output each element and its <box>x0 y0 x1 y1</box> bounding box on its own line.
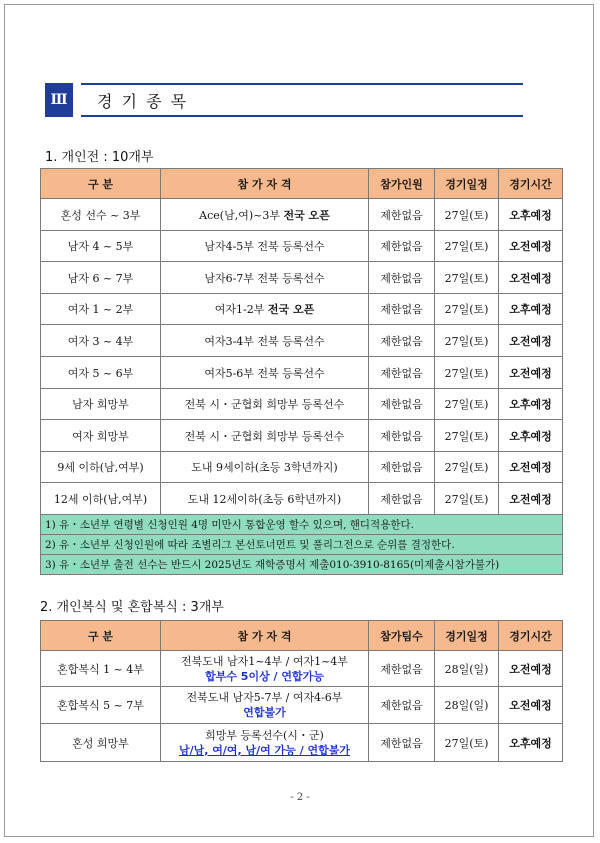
table-row <box>41 325 563 357</box>
division-cell: 여자 1 ~ 2부 <box>41 294 161 325</box>
header-cell: 경기일정 <box>435 621 499 651</box>
note-row <box>41 535 563 555</box>
table-row <box>41 199 563 231</box>
date-cell: 27일(토) <box>435 199 499 231</box>
eligibility-cell: 도내 12세이하(초등 6학년까지) <box>161 483 369 515</box>
date-cell: 27일(토) <box>435 262 499 294</box>
time-cell: 오전예정 <box>499 325 563 357</box>
entrants-cell: 제한없음 <box>369 483 435 515</box>
divider <box>81 115 523 117</box>
date-cell: 27일(토) <box>435 357 499 389</box>
eligibility-cell: 남자6-7부 전북 등록선수 <box>161 262 369 294</box>
mixed-heading: 2. 개인복식 및 혼합복식 : 3개부 <box>40 600 224 615</box>
date-cell: 27일(토) <box>435 452 499 483</box>
note-text: 3) 유・소년부 출전 선수는 반드시 2025년도 재학증명서 제출010-3910-8165(미제출시참가불가) <box>41 555 563 575</box>
entrants-cell: 제한없음 <box>369 262 435 294</box>
division-cell: 남자 희망부 <box>41 389 161 420</box>
eligibility-cell: 전북 시・군협회 희망부 등록선수 <box>161 420 369 452</box>
time-cell: 오전예정 <box>499 452 563 483</box>
date-cell: 27일(토) <box>435 325 499 357</box>
time-cell: 오후예정 <box>499 724 563 762</box>
time-cell: 오전예정 <box>499 687 563 724</box>
eligibility-cell: 전북도내 남자5-7부 / 여자4-6부 연합불가 <box>161 687 369 724</box>
division-cell: 여자 희망부 <box>41 420 161 452</box>
header-cell: 구 분 <box>41 621 161 651</box>
note-text: 1) 유・소년부 연령별 신청인원 4명 미만시 통합운영 할수 있으며, 핸디적용한다. <box>41 515 563 535</box>
table-row <box>41 483 563 515</box>
table-row <box>41 651 563 687</box>
eligibility-cell: 여자3-4부 전북 등록선수 <box>161 325 369 357</box>
division-cell: 남자 4 ~ 5부 <box>41 231 161 262</box>
date-cell: 27일(토) <box>435 420 499 452</box>
time-cell: 오전예정 <box>499 483 563 515</box>
table-row <box>41 294 563 325</box>
table-row <box>41 724 563 762</box>
table-header-row <box>41 169 563 199</box>
table-row <box>41 452 563 483</box>
division-cell: 남자 6 ~ 7부 <box>41 262 161 294</box>
time-cell: 오전예정 <box>499 651 563 687</box>
header-cell: 참 가 자 격 <box>161 621 369 651</box>
header-cell: 구 분 <box>41 169 161 199</box>
date-cell: 27일(토) <box>435 294 499 325</box>
table-row <box>41 231 563 262</box>
mixed-table <box>40 620 563 762</box>
entrants-cell: 제한없음 <box>369 687 435 724</box>
division-cell: 혼합복식 1 ~ 4부 <box>41 651 161 687</box>
section-title: 경 기 종 목 <box>97 92 189 111</box>
division-cell: 12세 이하(남,여부) <box>41 483 161 515</box>
time-cell: 오후예정 <box>499 199 563 231</box>
individual-heading: 1. 개인전 : 10개부 <box>45 150 154 165</box>
time-cell: 오전예정 <box>499 231 563 262</box>
division-cell: 9세 이하(남,여부) <box>41 452 161 483</box>
individual-table <box>40 168 563 575</box>
date-cell: 27일(토) <box>435 483 499 515</box>
entrants-cell: 제한없음 <box>369 651 435 687</box>
table-row <box>41 389 563 420</box>
entrants-cell: 제한없음 <box>369 294 435 325</box>
division-cell: 혼성 희망부 <box>41 724 161 762</box>
eligibility-cell: 여자5-6부 전북 등록선수 <box>161 357 369 389</box>
table-row <box>41 357 563 389</box>
division-cell: 여자 3 ~ 4부 <box>41 325 161 357</box>
time-cell: 오전예정 <box>499 357 563 389</box>
header-cell: 참가인원 <box>369 169 435 199</box>
time-cell: 오후예정 <box>499 294 563 325</box>
note-row <box>41 555 563 575</box>
division-cell: 여자 5 ~ 6부 <box>41 357 161 389</box>
table-row <box>41 687 563 724</box>
eligibility-cell: 남자4-5부 전북 등록선수 <box>161 231 369 262</box>
note-row <box>41 515 563 535</box>
table-header-row <box>41 621 563 651</box>
header-cell: 참 가 자 격 <box>161 169 369 199</box>
section-number: Ⅲ <box>45 83 73 117</box>
entrants-cell: 제한없음 <box>369 325 435 357</box>
division-cell: 혼성 선수 ~ 3부 <box>41 199 161 231</box>
time-cell: 오후예정 <box>499 389 563 420</box>
eligibility-cell: 여자1-2부 전국 오픈 <box>161 294 369 325</box>
time-cell: 오후예정 <box>499 420 563 452</box>
entrants-cell: 제한없음 <box>369 724 435 762</box>
eligibility-cell: Ace(남,여)~3부 전국 오픈 <box>161 199 369 231</box>
date-cell: 27일(토) <box>435 231 499 262</box>
header-cell: 경기시간 <box>499 169 563 199</box>
page-number: - 2 - <box>290 792 310 803</box>
entrants-cell: 제한없음 <box>369 389 435 420</box>
time-cell: 오전예정 <box>499 262 563 294</box>
table-row <box>41 262 563 294</box>
header-cell: 경기시간 <box>499 621 563 651</box>
eligibility-cell: 전북도내 남자1~4부 / 여자1~4부 합부수 5이상 / 연합가능 <box>161 651 369 687</box>
eligibility-cell: 도내 9세이하(초등 3학년까지) <box>161 452 369 483</box>
date-cell: 27일(토) <box>435 389 499 420</box>
header-cell: 경기일정 <box>435 169 499 199</box>
section-header <box>45 83 523 117</box>
date-cell: 28일(일) <box>435 687 499 724</box>
eligibility-cell: 전북 시・군협회 희망부 등록선수 <box>161 389 369 420</box>
divider <box>81 83 523 85</box>
entrants-cell: 제한없음 <box>369 357 435 389</box>
entrants-cell: 제한없음 <box>369 452 435 483</box>
date-cell: 28일(일) <box>435 651 499 687</box>
header-cell: 참가팀수 <box>369 621 435 651</box>
date-cell: 27일(토) <box>435 724 499 762</box>
table-row <box>41 420 563 452</box>
entrants-cell: 제한없음 <box>369 420 435 452</box>
eligibility-cell: 희망부 등록선수(시・군) 남/남, 여/여, 남/여 가능 / 연합불가 <box>161 724 369 762</box>
note-text: 2) 유・소년부 신청인원에 따라 조별리그 본선토너먼트 및 풀리그전으로 순위를 결정한다. <box>41 535 563 555</box>
entrants-cell: 제한없음 <box>369 231 435 262</box>
division-cell: 혼합복식 5 ~ 7부 <box>41 687 161 724</box>
entrants-cell: 제한없음 <box>369 199 435 231</box>
